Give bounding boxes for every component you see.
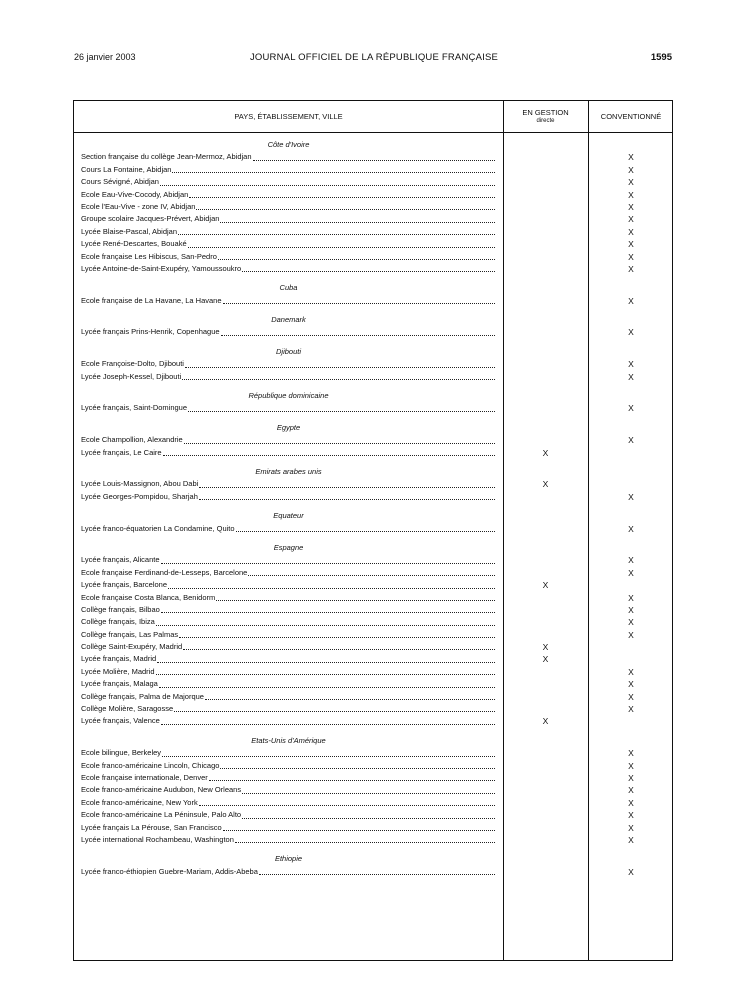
- establishment-cell: [81, 213, 495, 225]
- table-row: [74, 809, 672, 821]
- establishment-name: Ecole Françoise-Dolto, Djibouti: [81, 359, 184, 369]
- table-row: [74, 263, 672, 275]
- conventionne-mark: X: [628, 567, 634, 578]
- establishment-cell: [81, 176, 495, 188]
- establishment-name: Cours La Fontaine, Abidjan: [81, 164, 172, 174]
- direct-management-mark: X: [542, 642, 549, 653]
- dot-leader: [259, 866, 495, 875]
- establishment-name: Lycée français, Alicante: [81, 555, 160, 565]
- establishment-cell: [81, 554, 495, 566]
- table-row: [74, 592, 672, 604]
- country-heading: Espagne: [273, 542, 304, 552]
- dot-leader: [223, 295, 495, 304]
- country-heading: Egypte: [276, 422, 301, 432]
- establishment-name: Lycée français La Pérouse, San Francisco: [81, 822, 222, 832]
- dot-leader: [168, 579, 495, 588]
- establishment-name: Lycée Antoine-de-Saint-Exupéry, Yamoussoukro: [81, 263, 242, 273]
- establishment-name: Ecole l'Eau-Vive - zone IV, Abidjan: [81, 201, 196, 211]
- table-row: [74, 666, 672, 678]
- establishment-cell: [81, 604, 495, 616]
- direct-management-mark: X: [542, 654, 549, 665]
- conventionne-mark: X: [628, 359, 634, 370]
- conventionne-mark: X: [628, 177, 634, 188]
- group-spacer: [74, 339, 672, 346]
- table-row: [74, 715, 672, 727]
- establishment-name: Section française du collège Jean-Mermoz, Abidjan: [81, 152, 252, 162]
- establishment-cell: [81, 866, 495, 878]
- dot-leader: [242, 784, 495, 793]
- conventionne-mark: X: [628, 239, 634, 250]
- schools-table: [73, 100, 673, 961]
- conventionne-mark: X: [628, 435, 634, 446]
- conventionne-mark: X: [628, 263, 634, 274]
- country-heading: Cuba: [279, 283, 298, 293]
- establishment-name: Lycée français, Barcelone: [81, 580, 168, 590]
- conventionne-mark: X: [628, 617, 634, 628]
- establishment-name: Ecole française Costa Blanca, Benidorm: [81, 592, 216, 602]
- table-row: [74, 653, 672, 665]
- dot-leader: [178, 226, 495, 235]
- establishment-cell: [81, 251, 495, 263]
- conventionne-mark: X: [628, 810, 634, 821]
- table-row: [74, 784, 672, 796]
- table-row: [74, 523, 672, 535]
- establishment-cell: [81, 834, 495, 846]
- dot-leader: [182, 371, 495, 380]
- group-spacer: [74, 415, 672, 422]
- table-row: [74, 176, 672, 188]
- establishment-name: Ecole bilingue, Berkeley: [81, 748, 162, 758]
- establishment-cell: [81, 201, 495, 213]
- conventionne-mark: X: [628, 629, 634, 640]
- table-row: [74, 295, 672, 307]
- establishment-name: Lycée Molière, Madrid: [81, 666, 155, 676]
- establishment-cell: [81, 747, 495, 759]
- direct-management-mark: X: [542, 447, 549, 458]
- establishment-name: Lycée français, Madrid: [81, 654, 157, 664]
- group-spacer: [74, 275, 672, 282]
- table-row: [74, 703, 672, 715]
- conventionne-mark: X: [628, 164, 634, 175]
- establishment-cell: [81, 760, 495, 772]
- conventionne-mark: X: [628, 555, 634, 566]
- establishment-name: Collège français, Las Palmas: [81, 629, 179, 639]
- table-row: [74, 251, 672, 263]
- group-spacer: [74, 503, 672, 510]
- conventionne-mark: X: [628, 679, 634, 690]
- group-spacer: [74, 132, 672, 139]
- establishment-name: Ecole Eau-Vive-Cocody, Abidjan: [81, 189, 189, 199]
- country-heading: Côte d'Ivoire: [267, 140, 310, 149]
- dot-leader: [209, 772, 495, 781]
- dot-leader: [253, 151, 495, 160]
- dot-leader: [248, 567, 495, 576]
- direct-management-mark: X: [542, 580, 549, 591]
- conventionne-mark: X: [628, 189, 634, 200]
- conventionne-mark: X: [628, 691, 634, 702]
- establishment-name: Ecole française Ferdinand-de-Lesseps, Barcelone: [81, 567, 248, 577]
- dot-leader: [174, 703, 495, 712]
- establishment-cell: [81, 809, 495, 821]
- dot-leader: [199, 797, 495, 806]
- dot-leader: [221, 326, 495, 335]
- establishment-cell: [81, 434, 495, 446]
- dot-leader: [223, 822, 495, 831]
- table-row: [74, 772, 672, 784]
- country-heading: Equateur: [273, 511, 304, 521]
- establishment-cell: [81, 641, 495, 653]
- establishment-cell: [81, 326, 495, 338]
- table-row: [74, 629, 672, 641]
- establishment-cell: [81, 592, 495, 604]
- dot-leader: [236, 523, 495, 532]
- table-row: [74, 641, 672, 653]
- direct-management-mark: X: [542, 479, 549, 490]
- dot-leader: [159, 678, 495, 687]
- conventionne-mark: X: [628, 822, 634, 833]
- establishment-cell: [81, 238, 495, 250]
- country-heading: Emirats arabes unis: [255, 466, 322, 476]
- establishment-name: Ecole franco-américaine Audubon, New Orleans: [81, 785, 242, 795]
- table-row: [74, 447, 672, 459]
- conventionne-mark: X: [628, 797, 634, 808]
- table-row: [74, 434, 672, 446]
- group-spacer: [74, 535, 672, 542]
- dot-leader: [184, 434, 495, 443]
- dot-leader: [160, 176, 495, 185]
- establishment-cell: [81, 703, 495, 715]
- table-row: [74, 478, 672, 490]
- establishment-name: Ecole franco-américaine, New York: [81, 797, 198, 807]
- establishment-cell: [81, 691, 495, 703]
- establishment-name: Collège Saint-Exupéry, Madrid: [81, 642, 183, 652]
- conventionne-mark: X: [628, 523, 634, 534]
- dot-leader: [185, 358, 495, 367]
- table-header: [74, 101, 672, 133]
- establishment-name: Lycée français, Le Caire: [81, 447, 162, 457]
- conventionne-mark: X: [628, 201, 634, 212]
- table-row: [74, 579, 672, 591]
- dot-leader: [183, 641, 495, 650]
- conventionne-mark: X: [628, 704, 634, 715]
- establishment-cell: [81, 678, 495, 690]
- table-row: [74, 866, 672, 878]
- establishment-cell: [81, 226, 495, 238]
- dot-leader: [156, 666, 495, 675]
- conventionne-mark: X: [628, 214, 634, 225]
- establishment-cell: [81, 579, 495, 591]
- dot-leader: [172, 164, 495, 173]
- group-spacer: [74, 307, 672, 314]
- conventionne-mark: X: [628, 491, 634, 502]
- country-heading: République dominicaine: [248, 391, 329, 401]
- table-row: [74, 238, 672, 250]
- table-row: [74, 402, 672, 414]
- dot-leader: [188, 402, 495, 411]
- establishment-cell: [81, 358, 495, 370]
- direct-management-mark: X: [542, 716, 549, 727]
- establishment-name: Lycée Georges-Pompidou, Sharjah: [81, 491, 198, 501]
- dot-leader: [161, 554, 495, 563]
- conventionne-mark: X: [628, 152, 634, 163]
- conventionne-mark: X: [628, 834, 634, 845]
- table-body: [74, 132, 672, 878]
- conventionne-mark: X: [628, 604, 634, 615]
- table-row: [74, 358, 672, 370]
- conventionne-mark: X: [628, 403, 634, 414]
- table-row: [74, 616, 672, 628]
- table-row: [74, 567, 672, 579]
- group-spacer: [74, 459, 672, 466]
- table-row: [74, 164, 672, 176]
- dot-leader: [188, 238, 495, 247]
- establishment-name: Lycée Louis-Massignon, Abou Dabi: [81, 479, 199, 489]
- establishment-name: Lycée Blaise-Pascal, Abidjan: [81, 226, 178, 236]
- establishment-cell: [81, 371, 495, 383]
- establishment-cell: [81, 491, 495, 503]
- dot-leader: [157, 653, 495, 662]
- establishment-cell: [81, 822, 495, 834]
- table-row: [74, 797, 672, 809]
- establishment-cell: [81, 164, 495, 176]
- conventionne-mark: X: [628, 226, 634, 237]
- establishment-name: Lycée français, Malaga: [81, 679, 158, 689]
- establishment-name: Lycée international Rochambeau, Washington: [81, 834, 234, 844]
- establishment-name: Lycée français Prins-Henrik, Copenhague: [81, 327, 220, 337]
- table-row: [74, 371, 672, 383]
- establishment-name: Lycée Joseph-Kessel, Djibouti: [81, 371, 182, 381]
- country-heading: Djibouti: [275, 346, 301, 356]
- dot-leader: [179, 629, 495, 638]
- conventionne-mark: X: [628, 772, 634, 783]
- establishment-name: Ecole française de La Havane, La Havane: [81, 295, 222, 305]
- establishment-cell: [81, 295, 495, 307]
- column-header-direct-line1: EN GESTION: [522, 107, 569, 117]
- table-row: [74, 747, 672, 759]
- table-row: [74, 189, 672, 201]
- country-heading: Ethiopie: [274, 854, 303, 864]
- establishment-cell: [81, 715, 495, 727]
- dot-leader: [161, 604, 495, 613]
- establishment-name: Groupe scolaire Jacques-Prévert, Abidjan: [81, 214, 220, 224]
- conventionne-mark: X: [628, 760, 634, 771]
- establishment-cell: [81, 402, 495, 414]
- page-date: 26 janvier 2003: [74, 52, 136, 62]
- table-row: [74, 201, 672, 213]
- establishment-cell: [81, 478, 495, 490]
- establishment-name: Cours Sévigné, Abidjan: [81, 177, 159, 187]
- column-header-conventionne: CONVENTIONNÉ: [600, 112, 662, 121]
- establishment-cell: [81, 447, 495, 459]
- dot-leader: [216, 592, 495, 601]
- establishment-cell: [81, 797, 495, 809]
- table-row: [74, 822, 672, 834]
- dot-leader: [205, 691, 495, 700]
- dot-leader: [163, 447, 495, 456]
- conventionne-mark: X: [628, 748, 634, 759]
- establishment-name: Lycée français, Saint-Domingue: [81, 403, 188, 413]
- dot-leader: [196, 201, 495, 210]
- table-row: [74, 226, 672, 238]
- dot-leader: [161, 715, 495, 724]
- conventionne-mark: X: [628, 295, 634, 306]
- dot-leader: [242, 263, 495, 272]
- establishment-cell: [81, 666, 495, 678]
- conventionne-mark: X: [628, 666, 634, 677]
- conventionne-mark: X: [628, 785, 634, 796]
- establishment-cell: [81, 567, 495, 579]
- table-row: [74, 760, 672, 772]
- establishment-name: Ecole Champollion, Alexandrie: [81, 435, 183, 445]
- table-row: [74, 151, 672, 163]
- conventionne-mark: X: [628, 371, 634, 382]
- establishment-cell: [81, 784, 495, 796]
- dot-leader: [218, 251, 495, 260]
- establishment-name: Collège français, Bilbao: [81, 604, 160, 614]
- establishment-name: Lycée René-Descartes, Bouaké: [81, 239, 187, 249]
- establishment-cell: [81, 616, 495, 628]
- table-row: [74, 213, 672, 225]
- column-header-direct-management: [503, 101, 588, 132]
- establishment-name: Ecole franco-américaine La Péninsule, Palo Alto: [81, 810, 242, 820]
- table-row: [74, 678, 672, 690]
- conventionne-mark: X: [628, 592, 634, 603]
- table-row: [74, 691, 672, 703]
- establishment-cell: [81, 772, 495, 784]
- dot-leader: [220, 213, 495, 222]
- table-row: [74, 491, 672, 503]
- establishment-name: Collège Molière, Saragosse: [81, 704, 174, 714]
- table-row: [74, 834, 672, 846]
- group-spacer: [74, 728, 672, 735]
- country-heading: Etats-Unis d'Amérique: [251, 735, 326, 745]
- table-row: [74, 604, 672, 616]
- establishment-name: Lycée franco-éthiopien Guebre-Mariam, Addis-Abeba: [81, 866, 258, 876]
- conventionne-mark: X: [628, 251, 634, 262]
- table-row: [74, 326, 672, 338]
- establishment-cell: [81, 653, 495, 665]
- establishment-name: Collège français, Palma de Majorque: [81, 691, 204, 701]
- table-row: [74, 554, 672, 566]
- dot-leader: [199, 478, 495, 487]
- dot-leader: [199, 491, 495, 500]
- journal-title: JOURNAL OFFICIEL DE LA RÉPUBLIQUE FRANÇAISE: [249, 52, 499, 63]
- dot-leader: [156, 616, 495, 625]
- establishment-cell: [81, 151, 495, 163]
- conventionne-mark: X: [628, 327, 634, 338]
- establishment-cell: [81, 263, 495, 275]
- column-header-establishment: PAYS, ÉTABLISSEMENT, VILLE: [234, 112, 343, 121]
- dot-leader: [242, 809, 495, 818]
- establishment-name: Ecole franco-américaine Lincoln, Chicago: [81, 760, 220, 770]
- country-heading: Danemark: [271, 315, 306, 325]
- establishment-cell: [81, 523, 495, 535]
- establishment-name: Lycée français, Valence: [81, 716, 160, 726]
- dot-leader: [189, 189, 495, 198]
- dot-leader: [162, 747, 495, 756]
- group-spacer: [74, 846, 672, 853]
- dot-leader: [220, 760, 495, 769]
- establishment-name: Lycée franco-équatorien La Condamine, Quito: [81, 523, 235, 533]
- page-number: 1595: [650, 52, 672, 63]
- group-spacer: [74, 383, 672, 390]
- establishment-name: Ecole française internationale, Denver: [81, 772, 208, 782]
- column-header-direct-line2: directe: [536, 117, 555, 124]
- dot-leader: [235, 834, 495, 843]
- conventionne-mark: X: [628, 866, 634, 877]
- establishment-name: Ecole française Les Hibiscus, San-Pedro: [81, 251, 217, 261]
- establishment-name: Collège français, Ibiza: [81, 617, 155, 627]
- establishment-cell: [81, 189, 495, 201]
- establishment-cell: [81, 629, 495, 641]
